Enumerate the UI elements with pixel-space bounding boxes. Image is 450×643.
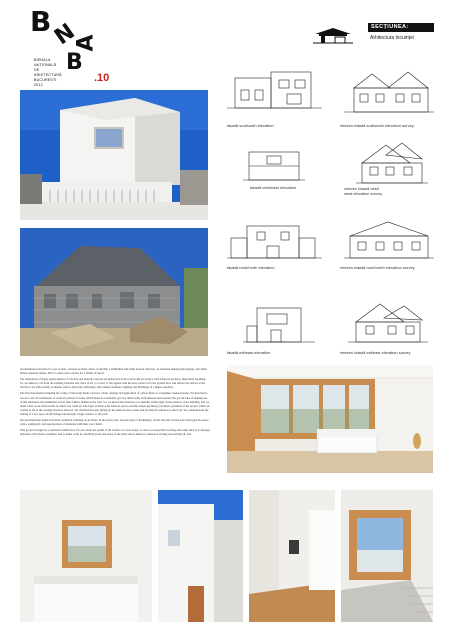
caption-east-elevation: fațadă est/east elevation bbox=[227, 350, 271, 355]
logo-letter-b-bottom: B bbox=[66, 50, 83, 75]
drawing-west-survey bbox=[356, 141, 428, 185]
caption-north-elevation: fațadă nord/north elevation bbox=[227, 265, 275, 270]
description-paragraph: An abandoned structure for over 4 years. A house as many others of the 90s, a unfinished and badly erected structure, an unusable underground garage, and rather bizarre external shapes. How to adapt such a house for a family of three? bbox=[20, 367, 208, 376]
caption-south-survey: releveu fațadă sud/south elevation survey bbox=[340, 123, 414, 128]
exterior-photo-stairs-window bbox=[158, 490, 243, 622]
logo-subtitle-line: 2012 bbox=[34, 83, 43, 87]
drawing-east-elevation bbox=[243, 302, 315, 346]
section-label: SECȚIUNEA: bbox=[368, 23, 434, 32]
drawing-north-elevation bbox=[227, 220, 322, 262]
drawing-west-elevation bbox=[243, 148, 305, 182]
house-section-icon bbox=[313, 26, 353, 44]
caption-west-survey-line: releveu fațadă vest/ bbox=[344, 186, 379, 191]
logo-letter-n: N bbox=[50, 19, 80, 51]
section-name: Arhitectura locuinței bbox=[370, 35, 414, 41]
logo-subtitle-line: DE bbox=[34, 68, 40, 72]
caption-west-survey bbox=[344, 186, 382, 196]
edition-number: .10 bbox=[94, 72, 110, 84]
drawing-east-survey bbox=[348, 300, 428, 346]
drawing-south-survey bbox=[344, 68, 434, 116]
caption-east-survey: releveu fațadă est/east elevation survey bbox=[340, 350, 411, 355]
drawing-south-elevation bbox=[227, 68, 322, 113]
caption-north-survey: releveu fațadă nord/north elevation survey bbox=[340, 265, 415, 270]
drawing-north-survey bbox=[344, 218, 434, 262]
description-paragraph: The demolition of many square meters of concrete and masonry and the reconstruction from scratch did not seem a well-balanced decision, financially speaking. So, we aimed to cut from the existing structure and, most of all, to correct it. We agreed with the new owner to fix the ground floor and restore the surface at the first floor (as almost half). A smaller surface (but truly sufficient), and, indeed, furniture, lighting and finishings of a higher standard. bbox=[20, 377, 206, 390]
caption-west-survey-line: west elevation survey bbox=[344, 191, 383, 196]
exterior-photo-south bbox=[20, 90, 208, 220]
bna-logo bbox=[28, 5, 110, 88]
logo-subtitle-line: ARHITECTURĂ bbox=[34, 73, 62, 77]
description-paragraph: We speculated the initial structural confusion, building on its bases. In the lower area, several types of furnishings. At the end, the old and new mean gets the space with a complexity and superposition of elements with their own charm. bbox=[20, 418, 209, 427]
project-description bbox=[20, 367, 210, 438]
description-paragraph: This project brought us a particular satisfaction. It is not about the polish of the surface of a new house, or that of a respectful restoring, but rather the joy to manage materials with what is available, and to make room for dwelling in the real sense of the term: and to improve, instead of erasing and starting all over. bbox=[20, 428, 210, 437]
interior-photo-bedroom bbox=[20, 490, 152, 622]
caption-south-elevation: fațadă sud/south elevation bbox=[227, 123, 274, 128]
interior-photo-window-seat bbox=[341, 490, 433, 622]
logo-letter-b-top: B bbox=[30, 5, 52, 38]
logo-subtitle-line: BUCUREȘTI bbox=[34, 78, 57, 82]
caption-west-elevation: fațadă vest/west elevation bbox=[250, 185, 297, 190]
description-paragraph: The first interventions implied the caring of the badly made concrete: robust chasing and application of carbon fibers to strengthen cracked beams. We then had to recover over 20 centimetres of vertical position of walls, which made us eventually get very thick walls, both internal and external. We got the idea of making use of that thickness and sometimes excess thus achieve hidden in the wall. So, we placed the windows on a metallic frame right on the exterior of the building, and we made some wood boxes inside in which one could sit. The logic of these solid surfaces spaces and the simple geometry provided a grammar of the project which we carried as far as the existing structure allowed. We clarified the plan, giving up the semi-circular corner and moving the entrance to the front. We counterpoised the feeling of a low space in the livingroom through a huge window to the yard. bbox=[20, 391, 210, 416]
logo-subtitle-line: NAȚIONALĂ bbox=[34, 63, 57, 67]
interior-photo-living-room bbox=[227, 365, 433, 473]
logo-letter-a: A bbox=[73, 34, 99, 52]
exterior-photo-before bbox=[20, 228, 208, 356]
interior-photo-hallway bbox=[249, 490, 335, 622]
logo-subtitle bbox=[34, 58, 62, 88]
logo-subtitle-line: BIENALA bbox=[34, 58, 51, 62]
